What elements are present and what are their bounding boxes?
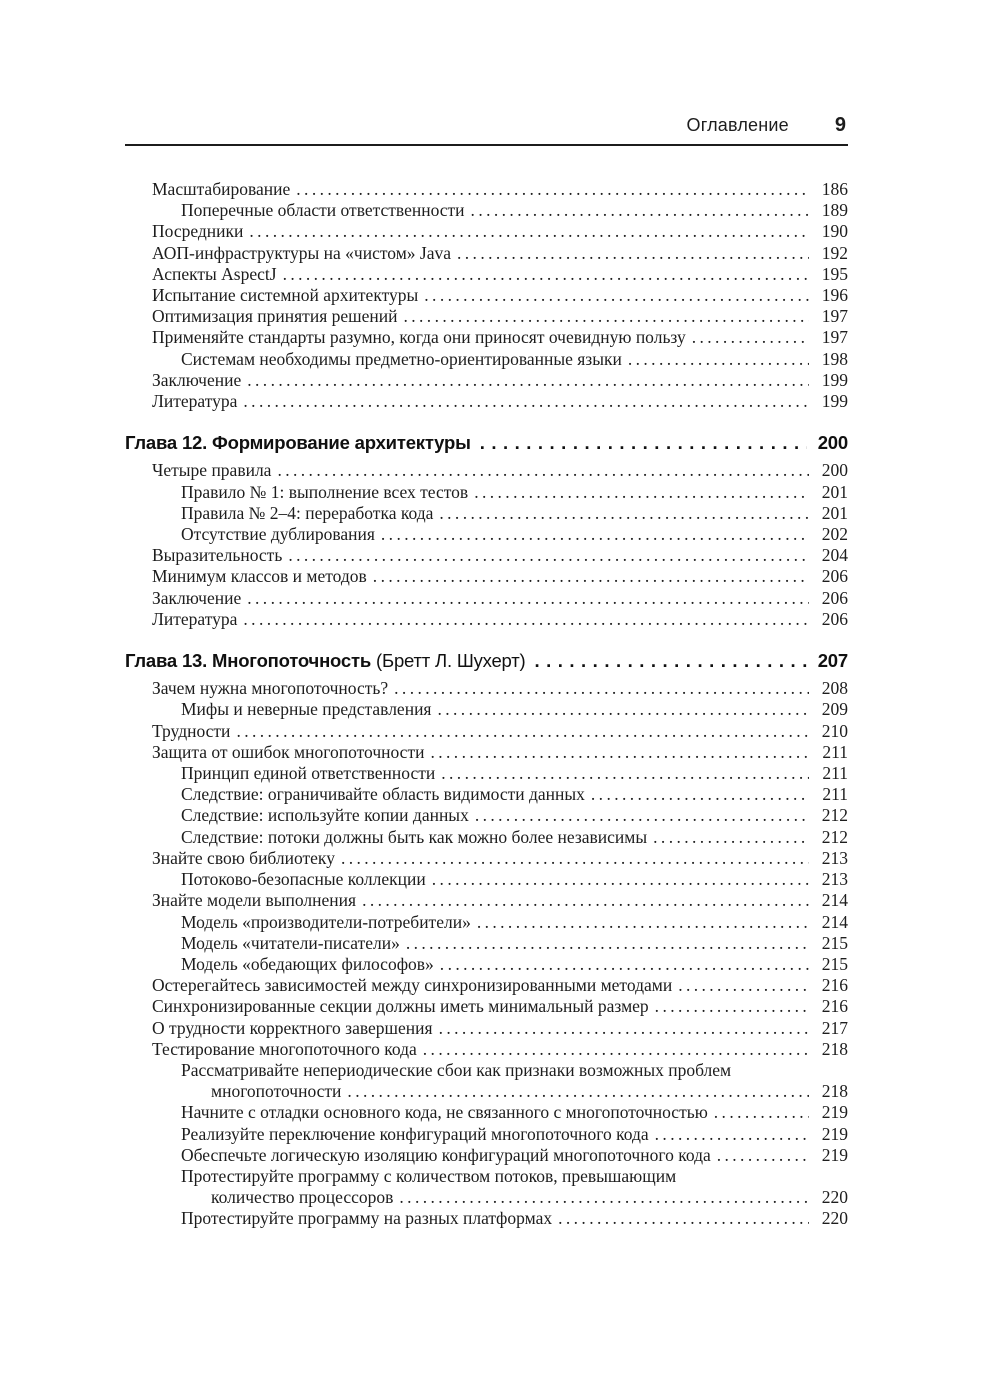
entry-title: Потоково-безопасные коллекции [181,869,426,890]
entry-title: Знайте модели выполнения [152,890,357,911]
entry-title: Модель «производители-потребители» [181,911,471,932]
toc-entry [125,306,848,327]
dot-leader [277,460,809,481]
toc-entry [125,285,848,306]
entry-title: Рассматривайте непериодические сбои как признаки возможных проблем [181,1059,732,1080]
dot-leader [714,1102,809,1123]
entry-title: Модель «читатели-писатели» [181,932,400,953]
entry-title: Следствие: ограничивайте область видимости данных [181,784,585,805]
toc-entry [125,1102,848,1123]
toc-entry [125,1039,848,1060]
entry-title: Выразительность [152,545,283,566]
toc-entry [125,742,848,763]
dot-leader [247,370,809,391]
entry-page: 201 [821,481,848,502]
entry-page: 206 [821,608,848,629]
entry-page: 204 [821,545,848,566]
toc-entry [125,827,848,848]
dot-leader [440,954,809,975]
entry-title: Оптимизация принятия решений [152,306,398,327]
toc-entry [125,1166,848,1187]
toc-entry [125,264,848,285]
entry-title: Защита от ошибок многопоточности [152,741,425,762]
dot-leader [653,827,809,848]
dot-leader [430,742,809,763]
dot-leader [480,432,807,453]
toc-entry [125,200,848,221]
page-content [125,114,848,1230]
entry-page: 200 [821,460,848,481]
entry-title: Зачем нужна многопоточность? [152,678,389,699]
toc-entry [125,1124,848,1145]
entry-page: 210 [821,720,848,741]
dot-leader [243,391,809,412]
toc-entry [125,327,848,348]
page-number: 9 [834,114,846,136]
entry-page: 216 [821,996,848,1017]
entry-title: Знайте свою библиотеку [152,847,335,868]
dot-leader [437,699,809,720]
entry-page: 219 [821,1102,848,1123]
entry-page: 201 [821,502,848,523]
chapter-author: (Бретт Л. Шухерт) [376,650,526,672]
dot-leader [249,221,809,242]
entry-page: 202 [821,524,848,545]
entry-title: Правило № 1: выполнение всех тестов [181,481,469,502]
entry-page: 199 [821,391,848,412]
entry-title: О трудности корректного завершения [152,1017,433,1038]
entry-title: Принцип единой ответственности [181,763,436,784]
entry-title: Литература [152,391,238,412]
toc-entry [125,391,848,412]
entry-page: 214 [821,890,848,911]
entry-title: Системам необходимы предметно-ориентированные языки [181,348,622,369]
entry-page: 197 [821,306,848,327]
entry-title: АОП-инфраструктуры на «чистом» Java [152,242,451,263]
dot-leader [471,200,809,221]
entry-page: 196 [821,285,848,306]
entry-title: Правила № 2–4: переработка кода [181,502,434,523]
entry-page: 216 [821,975,848,996]
entry-page: 219 [821,1144,848,1165]
toc-entry [125,1060,848,1081]
entry-title: Трудности [152,720,231,741]
entry-page: 212 [821,826,848,847]
dot-leader [362,890,809,911]
entry-title: Аспекты AspectJ [152,263,277,284]
toc-entry [125,1145,848,1166]
entry-title: Литература [152,608,238,629]
entry-page: 211 [822,741,848,762]
chapter-page: 200 [817,432,848,454]
dot-leader [399,1187,809,1208]
entry-page: 218 [821,1038,848,1059]
toc-entry [125,699,848,720]
toc-entry [125,996,848,1017]
entry-page: 212 [821,805,848,826]
dot-leader [558,1208,809,1229]
entry-page: 189 [821,200,848,221]
toc-entry [125,349,848,370]
header-rule [125,144,848,146]
dot-leader [655,1124,809,1145]
dot-leader [296,179,809,200]
entry-title: Четыре правила [152,460,272,481]
toc-entry [125,524,848,545]
toc-entry-continuation [125,1081,848,1102]
entry-page: 199 [821,369,848,390]
chapter-title-text: Глава 12. Формирование архитектуры [125,432,471,454]
entry-title: Применяйте стандарты разумно, когда они приносят очевидную пользу [152,327,686,348]
entry-title: Модель «обедающих философов» [181,953,434,974]
dot-leader [678,975,809,996]
dot-leader [283,264,809,285]
entry-page: 197 [821,327,848,348]
entry-title: Заключение [152,369,242,390]
dot-leader [475,805,809,826]
running-head [125,114,848,137]
toc-entry [125,912,848,933]
dot-leader [406,933,809,954]
entry-title: Протестируйте программу с количеством потоков, превышающим [181,1165,677,1186]
toc-entry [125,179,848,200]
dot-leader [534,650,807,671]
dot-leader [591,784,809,805]
dot-leader [341,848,809,869]
toc-chapter-row [125,432,848,453]
table-of-contents [125,179,848,1230]
entry-title: Тестирование многопоточного кода [152,1038,417,1059]
dot-leader [692,327,809,348]
dot-leader [432,869,809,890]
toc-entry [125,243,848,264]
dot-leader [373,566,809,587]
entry-page: 215 [821,932,848,953]
toc-entry [125,482,848,503]
toc-entry [125,545,848,566]
toc-entry [125,370,848,391]
dot-leader [423,1039,809,1060]
entry-title: Следствие: потоки должны быть как можно более независимы [181,826,648,847]
dot-leader [247,588,809,609]
dot-leader [717,1145,809,1166]
toc-entry [125,678,848,699]
toc-entry-continuation [125,1187,848,1208]
toc-entry [125,566,848,587]
toc-entry [125,933,848,954]
entry-page: 219 [821,1123,848,1144]
chapter-title [125,650,525,671]
entry-title: Испытание системной архитектуры [152,285,419,306]
entry-page: 211 [822,784,848,805]
entry-page: 186 [821,179,848,199]
toc-entry [125,503,848,524]
entry-title: Посредники [152,221,244,242]
toc-entry [125,763,848,784]
entry-title: Заключение [152,587,242,608]
dot-leader [403,306,809,327]
dot-leader [243,609,809,630]
entry-page: 198 [821,348,848,369]
toc-entry [125,609,848,630]
entry-title: Масштабирование [152,179,291,199]
dot-leader [236,721,809,742]
entry-page: 213 [821,869,848,890]
toc-entry [125,221,848,242]
entry-page: 206 [821,566,848,587]
toc-entry [125,890,848,911]
entry-page: 208 [821,678,848,699]
dot-leader [474,482,809,503]
chapter-page: 207 [817,650,848,672]
dot-leader [457,243,809,264]
dot-leader [424,285,809,306]
entry-title: Отсутствие дублирования [181,524,375,545]
entry-title: Мифы и неверные представления [181,699,432,720]
toc-entry [125,1208,848,1229]
toc-entry [125,588,848,609]
entry-title: Начните с отладки основного кода, не связанного с многопоточностью [181,1102,708,1123]
dot-leader [394,678,809,699]
dot-leader [347,1081,809,1102]
entry-title-continuation: многопоточности [211,1081,342,1102]
toc-entry [125,805,848,826]
running-head-title: Оглавление [686,115,789,135]
entry-page: 220 [821,1187,848,1208]
entry-page: 214 [821,911,848,932]
entry-title: Остерегайтесь зависимостей между синхронизированными методами [152,975,673,996]
toc-entry [125,848,848,869]
entry-title: Протестируйте программу на разных платформах [181,1208,553,1229]
dot-leader [477,912,809,933]
entry-title: Поперечные области ответственности [181,200,465,221]
chapter-title [125,432,471,453]
entry-page: 215 [821,953,848,974]
entry-page: 220 [821,1208,848,1229]
toc-entry [125,869,848,890]
entry-page: 206 [821,587,848,608]
entry-page: 217 [821,1017,848,1038]
entry-page: 218 [821,1081,848,1102]
dot-leader [381,524,809,545]
toc-entry [125,954,848,975]
dot-leader [288,545,809,566]
dot-leader [439,1018,809,1039]
toc-entry [125,784,848,805]
entry-title-continuation: количество процессоров [211,1187,394,1208]
entry-page: 195 [821,263,848,284]
entry-page: 213 [821,847,848,868]
toc-entry [125,975,848,996]
toc-entry [125,1018,848,1039]
entry-title: Обеспечьте логическую изоляцию конфигураций многопоточного кода [181,1144,711,1165]
entry-title: Минимум классов и методов [152,566,367,587]
entry-page: 211 [822,763,848,784]
page-header [125,114,848,146]
dot-leader [439,503,809,524]
dot-leader [628,349,809,370]
chapter-title-text: Глава 13. Многопоточность [125,650,372,672]
dot-leader [441,763,809,784]
entry-title: Реализуйте переключение конфигураций многопоточного кода [181,1123,649,1144]
entry-page: 190 [821,221,848,242]
entry-page: 192 [821,242,848,263]
toc-entry [125,460,848,481]
toc-entry [125,721,848,742]
entry-title: Синхронизированные секции должны иметь минимальный размер [152,996,649,1017]
dot-leader [655,996,809,1017]
entry-title: Следствие: используйте копии данных [181,805,469,826]
toc-chapter-row [125,650,848,671]
entry-page: 209 [821,699,848,720]
